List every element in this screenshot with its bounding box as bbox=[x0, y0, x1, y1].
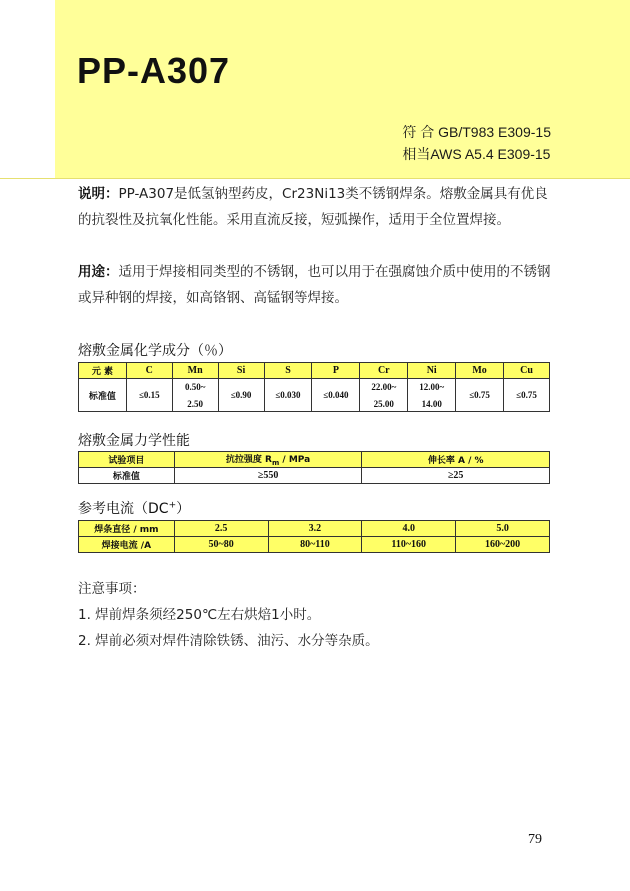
value-p-top: ≤0.040 bbox=[323, 390, 349, 400]
elongation-value: ≥25 bbox=[362, 468, 550, 484]
current-row-label: 焊接电流 /A bbox=[79, 537, 175, 553]
element-cr: Cr bbox=[360, 363, 408, 379]
notes-heading: 注意事项： bbox=[78, 581, 146, 597]
current-heading-text: 参考电流（DC bbox=[78, 501, 169, 517]
composition-row-label: 标准值 bbox=[79, 379, 127, 412]
description-paragraph bbox=[78, 181, 556, 233]
value-ni-bottom: 14.00 bbox=[421, 398, 442, 409]
current-heading bbox=[78, 498, 190, 518]
usage-paragraph bbox=[78, 259, 556, 311]
mechanical-row-label: 标准值 bbox=[79, 468, 175, 484]
value-mn-top: 0.50~ bbox=[184, 381, 206, 392]
tensile-value: ≥550 bbox=[174, 468, 362, 484]
element-mo: Mo bbox=[456, 363, 504, 379]
standard-block bbox=[402, 121, 551, 165]
diameter-4: 5.0 bbox=[456, 521, 550, 537]
mechanical-heading: 熔敷金属力学性能 bbox=[78, 433, 190, 449]
header-band-divider bbox=[0, 178, 630, 179]
element-c: C bbox=[126, 363, 172, 379]
mechanical-col-tensile bbox=[174, 452, 362, 468]
value-cr bbox=[360, 379, 408, 412]
page-number: 79 bbox=[528, 832, 542, 847]
element-cu: Cu bbox=[504, 363, 550, 379]
mechanical-value-row bbox=[79, 468, 550, 484]
tensile-label: 抗拉强度 R bbox=[225, 455, 272, 466]
element-ni: Ni bbox=[408, 363, 456, 379]
mechanical-header-row bbox=[79, 452, 550, 468]
current-4: 160~200 bbox=[456, 537, 550, 553]
current-3: 110~160 bbox=[362, 537, 456, 553]
value-cu bbox=[504, 379, 550, 412]
composition-header-label: 元 素 bbox=[79, 363, 127, 379]
value-s-top: ≤0.030 bbox=[275, 390, 301, 400]
standard-gb: 符 合 GB/T983 E309-15 bbox=[402, 124, 551, 140]
value-si bbox=[218, 379, 264, 412]
diameter-3: 4.0 bbox=[362, 521, 456, 537]
tensile-unit: / MPa bbox=[279, 455, 311, 466]
value-cr-top: 22.00~ bbox=[371, 381, 397, 392]
description-text: PP-A307是低氢钠型药皮，Cr23Ni13类不锈钢焊条。熔敷金属具有优良的抗裂性及抗氧化性能。采用直流反接，短弧操作，适用于全位置焊接。 bbox=[78, 186, 548, 228]
current-heading-sup: + bbox=[168, 500, 177, 511]
value-si-top: ≤0.90 bbox=[230, 390, 252, 400]
current-2: 80~110 bbox=[268, 537, 362, 553]
note-item: 2. 焊前必须对焊件清除铁锈、油污、水分等杂质。 bbox=[78, 633, 379, 649]
current-table bbox=[78, 520, 550, 553]
note-item: 1. 焊前焊条须经250℃左右烘焙1小时。 bbox=[78, 607, 321, 623]
value-s bbox=[264, 379, 312, 412]
composition-header-row bbox=[79, 363, 550, 379]
value-c bbox=[126, 379, 172, 412]
element-mn: Mn bbox=[172, 363, 218, 379]
usage-text: 适用于焊接相同类型的不锈钢，也可以用于在强腐蚀介质中使用的不锈钢或异种钢的焊接，如高铬钢、高锰钢等焊接。 bbox=[78, 264, 551, 306]
notes-section bbox=[78, 576, 558, 654]
current-heading-close: ） bbox=[176, 501, 191, 517]
tensile-label-sub: m bbox=[272, 458, 280, 467]
value-cr-bottom: 25.00 bbox=[373, 398, 394, 409]
description-label: 说明： bbox=[78, 186, 119, 202]
value-ni bbox=[408, 379, 456, 412]
value-mn-bottom: 2.50 bbox=[187, 398, 204, 409]
mechanical-col-item: 试验项目 bbox=[79, 452, 175, 468]
composition-value-row bbox=[79, 379, 550, 412]
standard-aws: 相当AWS A5.4 E309-15 bbox=[402, 146, 551, 162]
diameter-row bbox=[79, 521, 550, 537]
product-title: PP-A307 bbox=[77, 50, 231, 91]
element-p: P bbox=[312, 363, 360, 379]
mechanical-table bbox=[78, 451, 550, 484]
value-p bbox=[312, 379, 360, 412]
value-ni-top: 12.00~ bbox=[419, 381, 445, 392]
usage-label: 用途： bbox=[78, 264, 119, 280]
element-s: S bbox=[264, 363, 312, 379]
element-si: Si bbox=[218, 363, 264, 379]
value-mn bbox=[172, 379, 218, 412]
diameter-1: 2.5 bbox=[174, 521, 268, 537]
header-band-margin bbox=[0, 0, 55, 178]
value-c-top: ≤0.15 bbox=[138, 390, 160, 400]
composition-table bbox=[78, 362, 550, 412]
composition-heading: 熔敷金属化学成分（％） bbox=[78, 343, 232, 359]
value-mo-top: ≤0.75 bbox=[469, 390, 490, 400]
value-cu-top: ≤0.75 bbox=[516, 390, 537, 400]
value-mo bbox=[456, 379, 504, 412]
current-row bbox=[79, 537, 550, 553]
diameter-row-label: 焊条直径 / mm bbox=[79, 521, 175, 537]
mechanical-col-elongation: 伸长率 A / % bbox=[362, 452, 550, 468]
current-1: 50~80 bbox=[174, 537, 268, 553]
diameter-2: 3.2 bbox=[268, 521, 362, 537]
